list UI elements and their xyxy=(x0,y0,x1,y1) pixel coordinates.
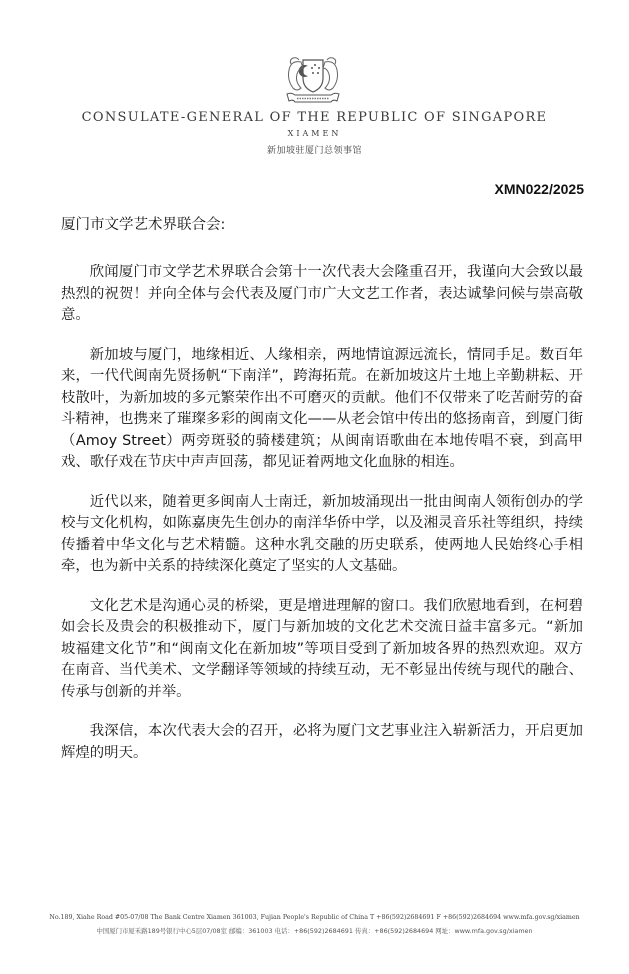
paragraph-5: 我深信，本次代表大会的召开，必将为厦门文艺事业注入崭新活力，开启更加辉煌的明天。 xyxy=(61,723,583,761)
singapore-coat-of-arms-icon xyxy=(277,50,349,108)
letter-body xyxy=(61,262,583,782)
footer-address-english: No.189, Xiahe Road #05-07/08 The Bank Centre Xiamen 361003, Fujian People's Republic of China T +86(592)2684691 F +86(592)2684694 www.mfa.gov.sg/xiamen xyxy=(49,914,580,921)
reference-number: XMN022/2025 xyxy=(494,181,584,197)
footer-address-chinese: 中国厦门市厦禾路189号银行中心5层07/08室 邮编：361003 电话：+86(592)2684691 传真：+86(592)2684694 网址：www.mfa.gov.sg/xiamen xyxy=(96,927,533,935)
salutation: 厦门市文学艺术界联合会: xyxy=(61,217,226,233)
consulate-city: XIAMEN xyxy=(287,129,342,138)
paragraph-4: 文化艺术是沟通心灵的桥梁，更是增进理解的窗口。我们欣慰地看到，在柯碧如会长及贵会的积极推动下，厦门与新加坡的文化艺术交流日益丰富多元。“新加坡福建文化节”和“闽南文化在新加坡”等项目受到了新加坡各界的热烈欢迎。双方在南音、当代美术、文学翻译等领域的持续互动，无不彰显出传统与现代的融合、传承与创新的并举。 xyxy=(61,597,583,700)
paragraph-1: 欣闻厦门市文学艺术界联合会第十一次代表大会隆重召开，我谨向大会致以最热烈的祝贺！并向全体与会代表及厦门市广大文艺工作者，表达诚挚问候与崇高敬意。 xyxy=(61,264,583,323)
consulate-title: CONSULATE-GENERAL OF THE REPUBLIC OF SINGAPORE xyxy=(81,110,548,125)
consulate-chinese-name: 新加坡驻厦门总领事馆 xyxy=(266,146,362,156)
paragraph-2: 新加坡与厦门，地缘相近、人缘相亲，两地情谊源远流长，情同手足。数百年来，一代代闽南先贤扬帆“下南洋”，跨海拓荒。在新加坡这片土地上辛勤耕耘、开枝散叶，为新加坡的多元繁荣作出不可磨灭的贡献。他们不仅带来了吃苦耐劳的奋斗精神，也携来了璀璨多彩的闽南文化——从老会馆中传出的悠扬南音，到厦门街（Amoy Street）两旁斑驳的骑楼建筑；从闽南语歌曲在本地传唱不衰，到高甲戏、歌仔戏在节庆中声声回荡，都见证着两地文化血脉的相连。 xyxy=(61,346,583,470)
paragraph-3: 近代以来，随着更多闽南人士南迁，新加坡涌现出一批由闽南人领衔创办的学校与文化机构，如陈嘉庚先生创办的南洋华侨中学，以及湘灵音乐社等组织，持续传播着中华文化与艺术精髓。这种水乳交融的历史联系，使两地人民始终心手相牵，也为新中关系的持续深化奠定了坚实的人文基础。 xyxy=(61,493,583,574)
